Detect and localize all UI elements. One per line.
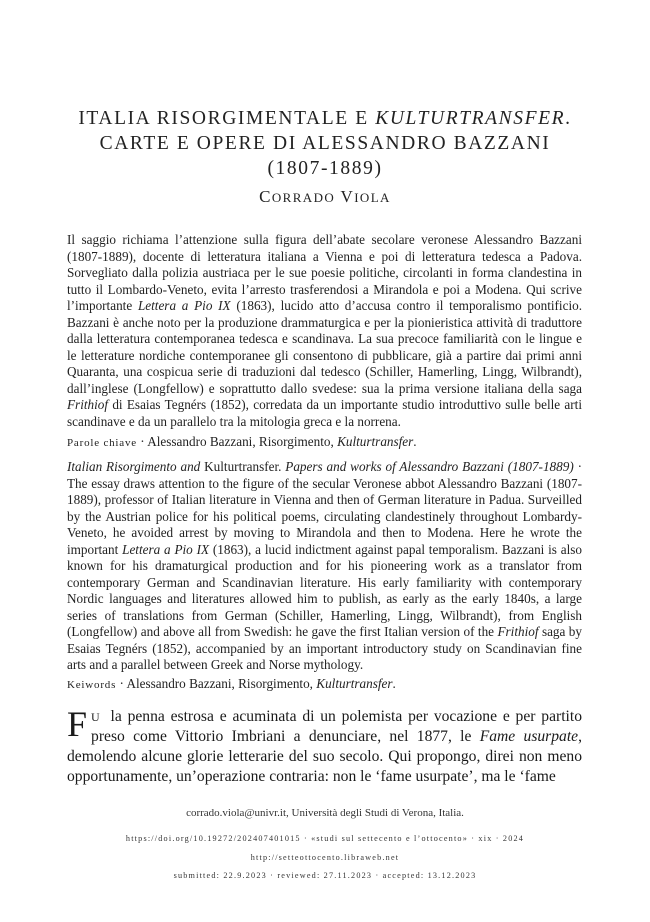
abstract-english-text: Italian Risorgimento and Kulturtransfer. Papers and works of Alessandro Bazzani (1807-1889) · The essay draws attention to the figure of the secular Veronese abbot Alessandro Bazzani (1807-1889), professor of Italian literature in Vienna and then of German literature in Padua. Surveilled by the Austrian police for his political poems, circulating clandestinely throughout Lombardy-Veneto, he avoided arrest by moving to Mirandola and then to Modena. Here he wrote the important Lettera a Pio IX (1863), a lucid indictment against papal temporalism. Bazzani is also known for his dramaturgical production and for his pioneering work as a translator from contemporary German and Scandinavian literature. His early familiarity with contemporary Nordic languages and literatures allowed him to publish, as early as the early 1840s, a large series of translations from German (Schiller, Hamerling, Lingg, Wilbrandt), from English (Longfellow) and above all from Swedish: he gave the first Italian version of the Frithiof saga by Esaias Tegnérs (1852), accompanied by an important introductory study on Scandinavian fine arts and a parallel between Greek and Norse mythology. <box>67 459 583 672</box>
title-line-1: ITALIA RISORGIMENTALE E KULTURTRANSFER. <box>78 108 572 129</box>
abstract-italian-text: Il saggio richiama l’attenzione sulla figura dell’abate secolare veronese Alessandro Bazzani (1807-1889), docente di letteratura italiana a Vienna e poi di letteratura tedesca a Padova. Sorvegliato dalla polizia austriaca per le sue poesie politiche, circolanti in forma clandestina in tutto il Lombardo-Veneto, evita l’arresto trasferendosi a Mirandola e poi a Modena. Qui scrive l’importante Lettera a Pio IX (1863), lucido atto d’accusa contro il temporalismo pontificio. Bazzani è anche noto per la produzione drammaturgica e per la pionieristica attività di traduttore dalla letteratura contemporanea tedesca e scandinava. La sua precoce familiarità con le lingue e le letterature nordiche contemporanee gli consentono di pubblicare, già a partire dai primi anni Quaranta, una cospicua serie di traduzioni dal tedesco (Schiller, Hamerling, Lingg, Wilbrandt), dall’inglese (Longfellow) e soprattutto dallo svedese: sua la prima versione italiana della saga Frithiof di Esaias Tegnérs (1852), corredata da un importante studio introduttivo sulle belle arti scandinave e da un parallelo tra la mitologia greca e la norrena. <box>67 232 582 429</box>
article-title <box>40 106 610 181</box>
keywords-label: Keiwords <box>67 679 117 691</box>
doi-line: https://doi.org/10.19272/202407401015 · «studi sul settecento e l’ottocento» · xix · 2024 <box>125 834 525 843</box>
author-affiliation: corrado.viola@univr.it, Università degli Studi di Verona, Italia. <box>186 807 464 819</box>
keywords-italian: Parole chiave · Alessandro Bazzani, Risorgimento, Kulturtransfer. <box>67 434 417 449</box>
author-name: CORRADO VIOLA <box>259 187 391 206</box>
title-line-3: (1807-1889) <box>267 158 383 179</box>
title-line-2: CARTE E OPERE DI ALESSANDRO BAZZANI <box>99 133 551 154</box>
abstract-english-title: Italian Risorgimento and <box>67 459 201 474</box>
body-paragraph: F U la penna estrosa e acuminata di un polemista per vocazione e per partito preso come Vittorio Imbriani a denunciare, nel 1877, le Fame usurpate, demolendo alcune glorie letterarie del suo secolo. Qui propongo, direi non meno opportunamente, un’operazione contraria: non le ‘fame usurpate’, ma le ‘fame <box>67 704 583 785</box>
keywords-english: Keiwords · Alessandro Bazzani, Risorgimento, Kulturtransfer. <box>67 676 396 691</box>
abstract-english <box>67 459 582 674</box>
drop-cap: F <box>67 704 88 744</box>
keywords-label: Parole chiave <box>67 437 137 449</box>
abstract-italian <box>67 232 582 430</box>
submission-dates: submitted: 22.9.2023 · reviewed: 27.11.2023 · accepted: 13.12.2023 <box>173 871 477 880</box>
title-italic-term: KULTURTRANSFER <box>375 108 566 129</box>
journal-website: http://setteottocento.libraweb.net <box>250 853 400 862</box>
